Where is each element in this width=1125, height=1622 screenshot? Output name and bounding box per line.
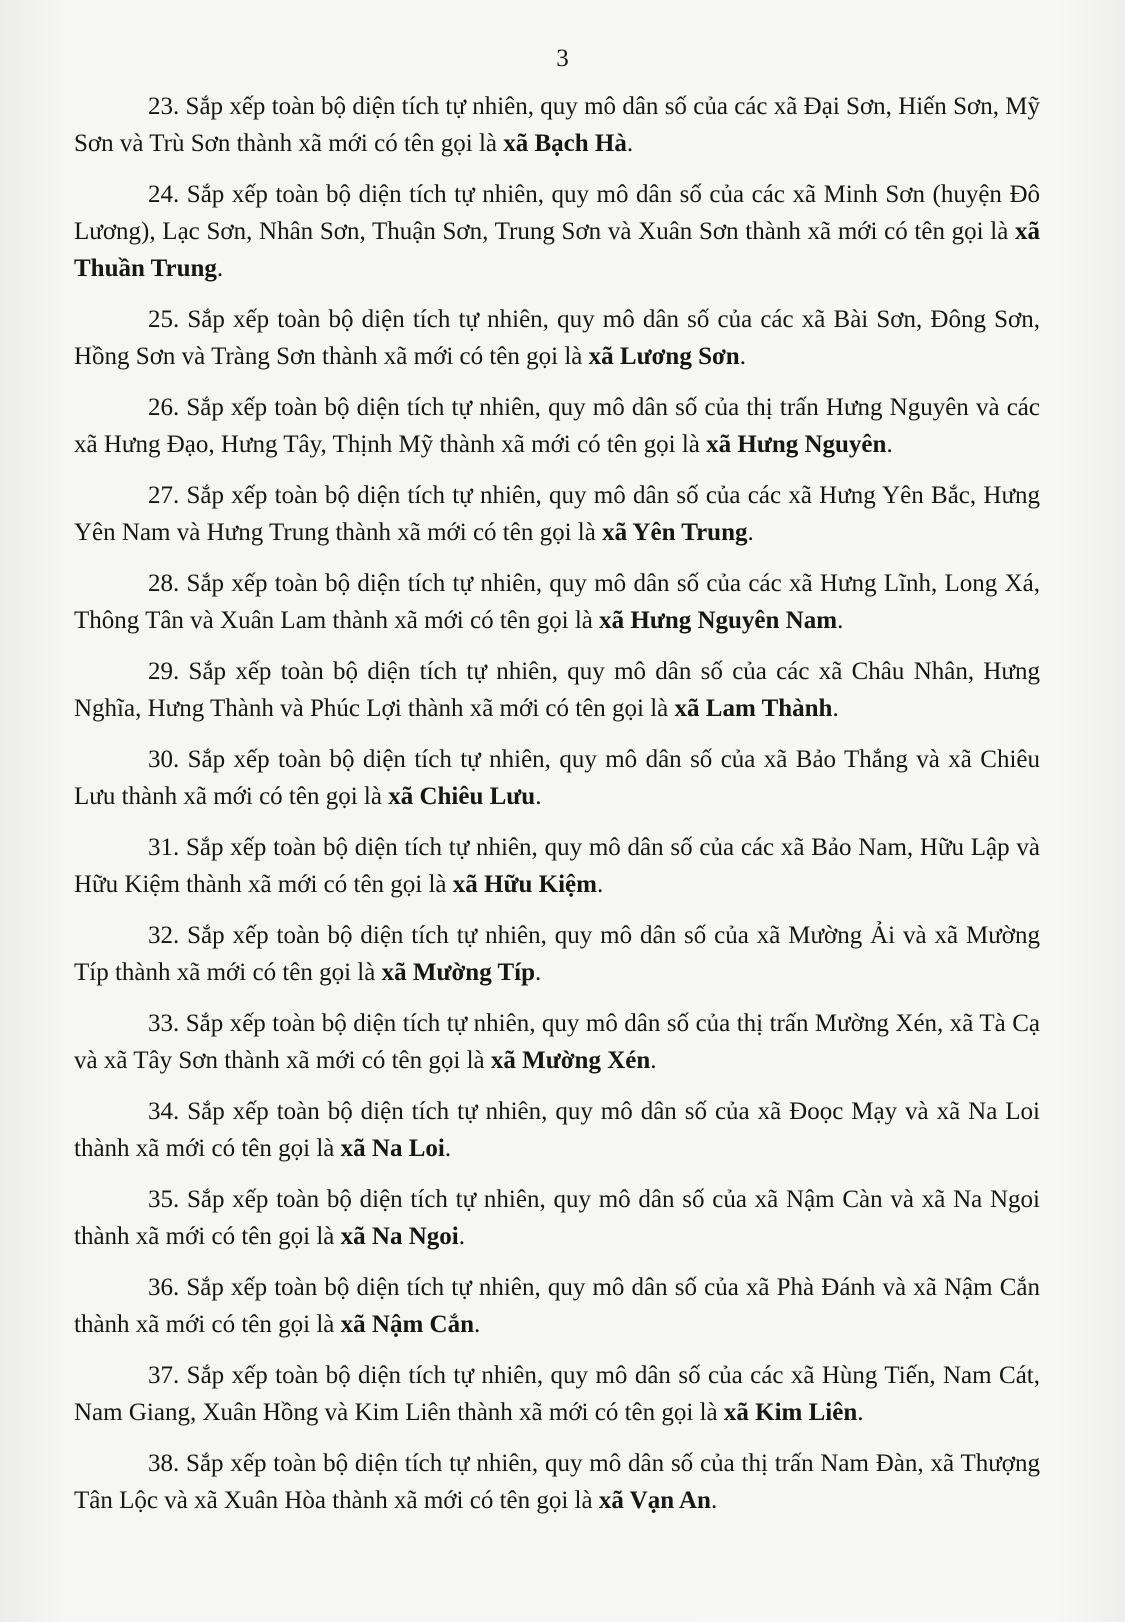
list-item: 34. Sắp xếp toàn bộ diện tích tự nhiên, quy mô dân số của xã Đoọc Mạy và xã Na Loi thành xã mới có tên gọi là xã Na Loi.: [74, 1098, 1040, 1162]
list-item: 28. Sắp xếp toàn bộ diện tích tự nhiên, quy mô dân số của các xã Hưng Lĩnh, Long Xá, Thông Tân và Xuân Lam thành xã mới có tên gọi là xã Hưng Nguyên Nam.: [74, 570, 1040, 634]
commune-name: xã Hưng Nguyên Nam: [599, 607, 838, 634]
commune-name: xã Lam Thành: [674, 695, 833, 722]
list-item: 35. Sắp xếp toàn bộ diện tích tự nhiên, quy mô dân số của xã Nậm Càn và xã Na Ngoi thành xã mới có tên gọi là xã Na Ngoi.: [74, 1186, 1040, 1250]
commune-name: xã Na Loi: [340, 1135, 445, 1162]
list-item: 25. Sắp xếp toàn bộ diện tích tự nhiên, quy mô dân số của các xã Bài Sơn, Đông Sơn, Hồng Sơn và Tràng Sơn thành xã mới có tên gọi là xã Lương Sơn.: [74, 306, 1040, 370]
list-item: 27. Sắp xếp toàn bộ diện tích tự nhiên, quy mô dân số của các xã Hưng Yên Bắc, Hưng Yên Nam và Hưng Trung thành xã mới có tên gọi là xã Yên Trung.: [74, 482, 1040, 546]
list-item: 36. Sắp xếp toàn bộ diện tích tự nhiên, quy mô dân số của xã Phà Đánh và xã Nậm Cắn thành xã mới có tên gọi là xã Nậm Cắn.: [74, 1274, 1040, 1338]
commune-name: xã Nậm Cắn: [340, 1311, 474, 1338]
commune-name: xã Thuần Trung: [74, 218, 1040, 282]
commune-name: xã Yên Trung: [602, 519, 748, 546]
list-item: 33. Sắp xếp toàn bộ diện tích tự nhiên, quy mô dân số của thị trấn Mường Xén, xã Tà Cạ và xã Tây Sơn thành xã mới có tên gọi là xã Mường Xén.: [74, 1010, 1040, 1074]
commune-name: xã Lương Sơn: [588, 343, 740, 370]
commune-name: xã Chiêu Lưu: [388, 783, 536, 810]
list-item: 30. Sắp xếp toàn bộ diện tích tự nhiên, quy mô dân số của xã Bảo Thắng và xã Chiêu Lưu thành xã mới có tên gọi là xã Chiêu Lưu.: [74, 746, 1040, 810]
commune-name: xã Hưng Nguyên: [706, 431, 887, 458]
commune-name: xã Na Ngoi: [340, 1223, 459, 1250]
list-item: 38. Sắp xếp toàn bộ diện tích tự nhiên, quy mô dân số của thị trấn Nam Đàn, xã Thượng Tân Lộc và xã Xuân Hòa thành xã mới có tên gọi là xã Vạn An.: [74, 1450, 1040, 1514]
list-item: 23. Sắp xếp toàn bộ diện tích tự nhiên, quy mô dân số của các xã Đại Sơn, Hiến Sơn, Mỹ Sơn và Trù Sơn thành xã mới có tên gọi là xã Bạch Hà.: [74, 93, 1040, 157]
commune-name: xã Vạn An: [598, 1487, 711, 1514]
document-body: [74, 88, 1040, 1533]
page-number: 3: [556, 45, 569, 72]
commune-name: xã Bạch Hà: [503, 130, 627, 157]
list-item: 24. Sắp xếp toàn bộ diện tích tự nhiên, quy mô dân số của các xã Minh Sơn (huyện Đô Lương), Lạc Sơn, Nhân Sơn, Thuận Sơn, Trung Sơn và Xuân Sơn thành xã mới có tên gọi là xã Thuần Trung.: [74, 181, 1040, 282]
list-item: 31. Sắp xếp toàn bộ diện tích tự nhiên, quy mô dân số của các xã Bảo Nam, Hữu Lập và Hữu Kiệm thành xã mới có tên gọi là xã Hữu Kiệm.: [74, 834, 1040, 898]
list-item: 37. Sắp xếp toàn bộ diện tích tự nhiên, quy mô dân số của các xã Hùng Tiến, Nam Cát, Nam Giang, Xuân Hồng và Kim Liên thành xã mới có tên gọi là xã Kim Liên.: [74, 1362, 1040, 1426]
commune-name: xã Hữu Kiệm: [452, 871, 597, 898]
list-item: 29. Sắp xếp toàn bộ diện tích tự nhiên, quy mô dân số của các xã Châu Nhân, Hưng Nghĩa, Hưng Thành và Phúc Lợi thành xã mới có tên gọi là xã Lam Thành.: [74, 658, 1040, 722]
commune-name: xã Mường Xén: [490, 1047, 651, 1074]
commune-name: xã Kim Liên: [723, 1399, 858, 1426]
commune-name: xã Mường Típ: [381, 959, 536, 986]
list-item: 32. Sắp xếp toàn bộ diện tích tự nhiên, quy mô dân số của xã Mường Ải và xã Mường Típ thành xã mới có tên gọi là xã Mường Típ.: [74, 922, 1040, 986]
list-item: 26. Sắp xếp toàn bộ diện tích tự nhiên, quy mô dân số của thị trấn Hưng Nguyên và các xã Hưng Đạo, Hưng Tây, Thịnh Mỹ thành xã mới có tên gọi là xã Hưng Nguyên.: [74, 394, 1040, 458]
